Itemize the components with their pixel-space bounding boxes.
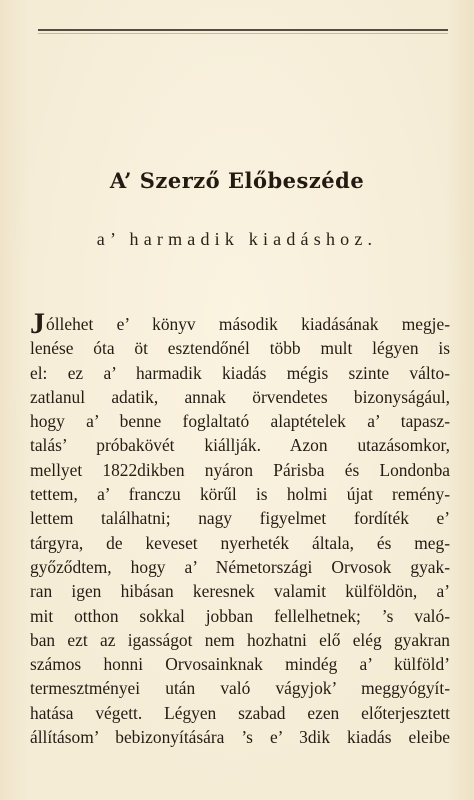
text-line: hogy a’ benne foglaltató alaptételek a’ tapasz-	[30, 411, 450, 432]
text-line: tettem, a’ franczu körűl is holmi újat remény-	[30, 484, 450, 505]
header-rule	[38, 29, 448, 31]
text-line: zatlanul adatik, annak örvendetes bizonyságául,	[30, 386, 450, 407]
header-rule-thin	[38, 33, 448, 34]
text-line: győződtem, hogy a’ Németországi Orvosok gyak-	[30, 556, 450, 577]
text-line: mit otthon sokkal jobban fellelhetnek; ’s való-	[30, 605, 450, 626]
text-line: mellyet 1822dikben nyáron Párisba és Londonba	[30, 459, 450, 480]
text-line: talás’ próbakövét kiállják. Azon utazásomkor,	[30, 435, 450, 456]
text-line: ban ezt az igasságot nem hozhatni elő elég gyakran	[30, 629, 450, 650]
page-title: A’ Szerző Előbeszéde	[109, 168, 365, 193]
text-line: tárgyra, de keveset nyerheték általa, és meg-	[30, 532, 450, 553]
text-line: ran igen hibásan keresnek valamit külföldön, a’	[30, 581, 450, 602]
text-line: számos honni Orvosainknak mindég a’ külföld’	[30, 654, 450, 675]
text-line: termesztményei után való vágyjok’ meggyógyít-	[30, 678, 450, 699]
text-line: el: ez a’ harmadik kiadás mégis szinte válto-	[30, 362, 450, 383]
body-text	[30, 307, 450, 749]
text-line: hatása végett. Légyen szabad ezen előterjesztett	[30, 702, 450, 723]
text-line: Jóllehet e’ könyv második kiadásának megje-	[30, 307, 450, 340]
text-line: lettem találhatni; nagy figyelmet fordíték e’	[30, 508, 450, 529]
drop-cap: J	[30, 307, 45, 340]
text-line: állításom’ bebizonyítására ’s e’ 3dik kiadás eleibe	[30, 727, 450, 748]
text-line: lenése óta öt esztendőnél több mult légyen is	[30, 338, 450, 359]
page-subtitle: a’ harmadik kiadáshoz.	[96, 229, 378, 249]
